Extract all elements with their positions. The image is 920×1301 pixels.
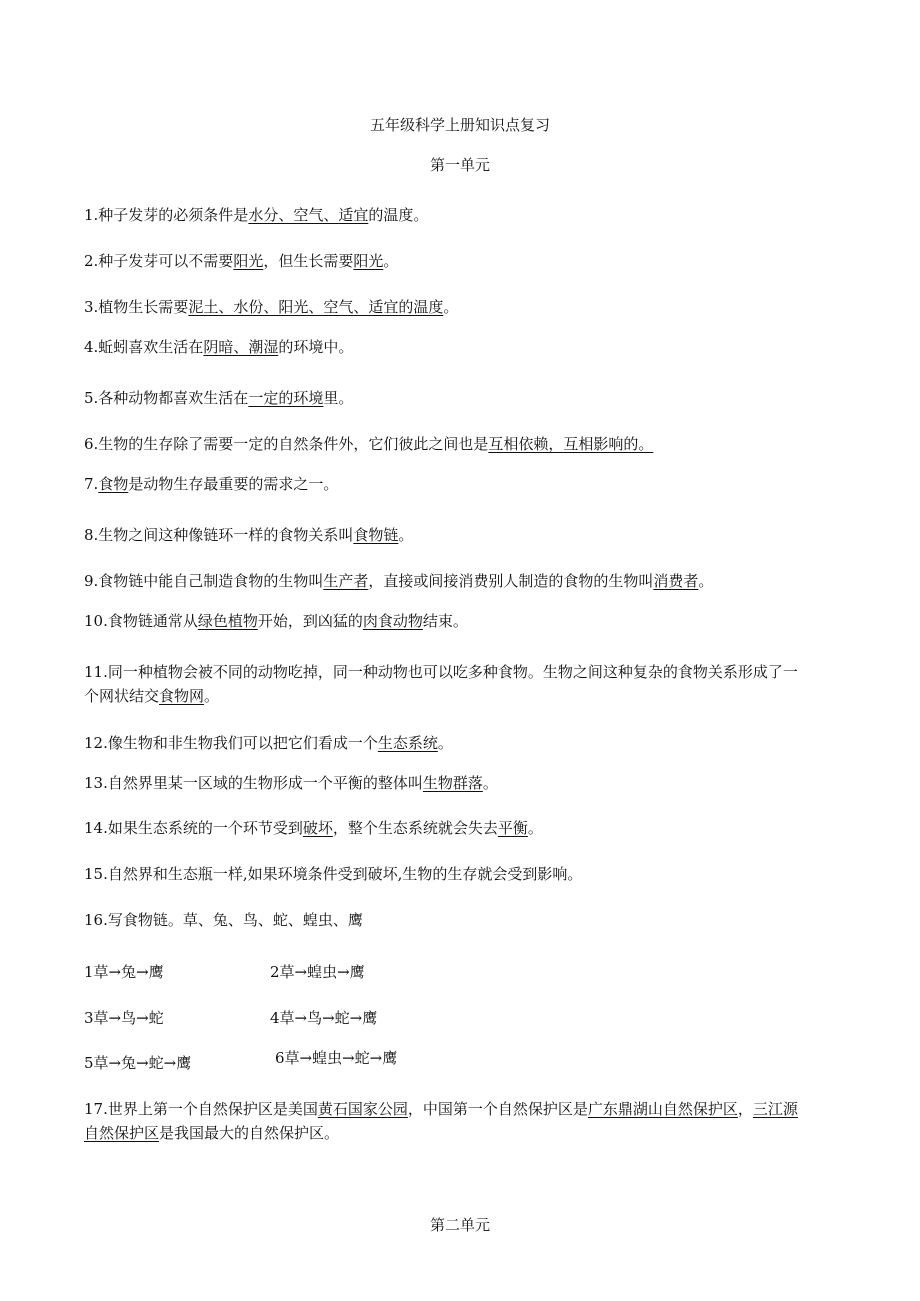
list-item: 17.世界上第一个自然保护区是美国黄石国家公园，中国第一个自然保护区是广东鼎湖山自然保护区，三江源自然保护区是我国最大的自然保护区。	[84, 1100, 798, 1142]
list-item: 9.食物链中能自己制造食物的生物叫生产者，直接或间接消费别人制造的食物的生物叫消费者。	[84, 572, 714, 590]
document-title: 五年级科学上册知识点复习	[369, 116, 550, 134]
list-item: 11.同一种植物会被不同的动物吃掉，同一种动物也可以吃多种食物。生物之间这种复杂的食物关系形成了一个网状结交食物网。	[84, 663, 798, 705]
food-chain-4: 4草→鸟→蛇→鹰	[270, 1009, 378, 1027]
list-item: 12.像生物和非生物我们可以把它们看成一个生态系统。	[84, 734, 453, 752]
list-item: 4.蚯蚓喜欢生活在阴暗、潮湿的环境中。	[84, 338, 354, 356]
list-item: 10.食物链通常从绿色植物开始，到凶猛的肉食动物结束。	[84, 612, 468, 630]
list-item: 15.自然界和生态瓶一样,如果环境条件受到破坏,生物的生存就会受到影响。	[84, 865, 583, 883]
list-item: 13.自然界里某一区域的生物形成一个平衡的整体叫生物群落。	[84, 774, 498, 792]
list-item: 8.生物之间这种像链环一样的食物关系叫食物链。	[84, 526, 414, 544]
list-item: 3.植物生长需要泥土、水份、阳光、空气、适宜的温度。	[84, 298, 459, 316]
food-chain-6: 6草→蝗虫→蛇→鹰	[275, 1049, 398, 1067]
unit-heading-1: 第一单元	[429, 156, 490, 174]
list-item: 14.如果生态系统的一个环节受到破坏，整个生态系统就会失去平衡。	[84, 819, 543, 837]
food-chain-3: 3草→鸟→蛇	[84, 1009, 164, 1027]
food-chain-2: 2草→蝗虫→鹰	[270, 963, 365, 981]
list-item: 6.生物的生存除了需要一定的自然条件外，它们彼此之间也是互相依赖，互相影响的。	[84, 435, 654, 453]
unit-heading-2: 第二单元	[429, 1216, 490, 1234]
list-item: 1.种子发芽的必须条件是水分、空气、适宜的温度。	[84, 206, 429, 224]
food-chain-1: 1草→兔→鹰	[84, 963, 164, 981]
list-item: 5.各种动物都喜欢生活在一定的环境里。	[84, 389, 354, 407]
list-item: 16.写食物链。草、兔、鸟、蛇、蝗虫、鹰	[84, 911, 363, 929]
list-item: 2.种子发芽可以不需要阳光，但生长需要阳光。	[84, 252, 399, 270]
food-chain-5: 5草→兔→蛇→鹰	[84, 1054, 192, 1072]
list-item: 7.食物是动物生存最重要的需求之一。	[84, 475, 339, 493]
